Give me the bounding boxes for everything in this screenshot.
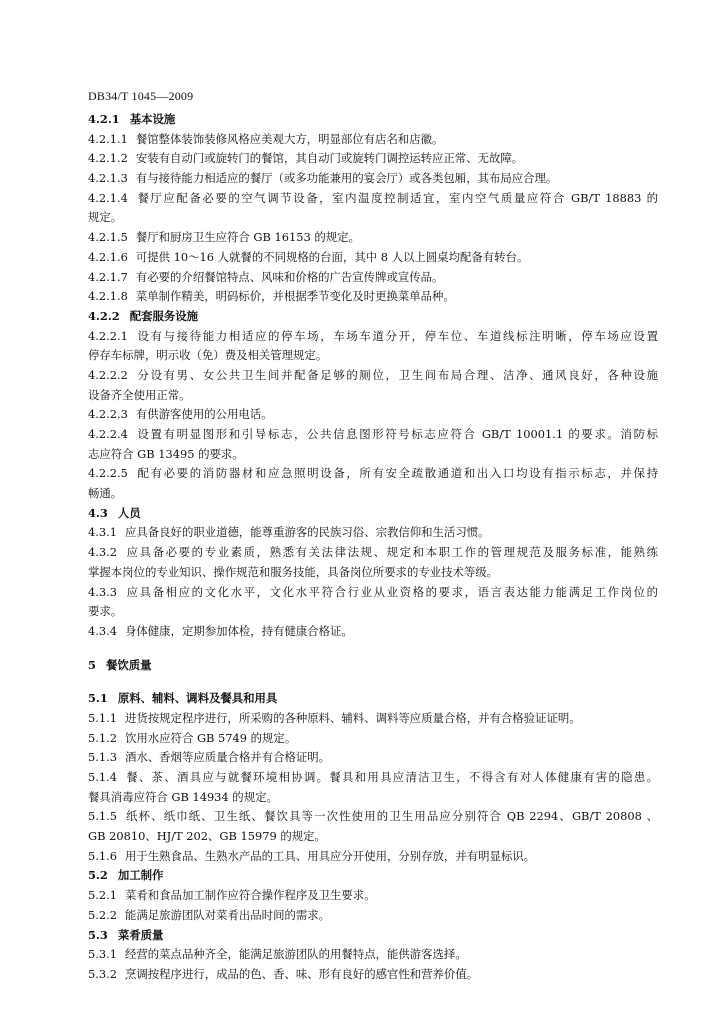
section-gap xyxy=(88,642,660,656)
clause-text: 餐饮质量 xyxy=(105,657,152,672)
clause-line xyxy=(88,886,660,906)
clause-text: GB 20810、HJ/T 202、GB 15979 的规定。 xyxy=(88,829,326,844)
clause-text: 设有与接待能力相适应的停车场，车场车道分开，停车位、车道线标注明晰，停车场应设置 xyxy=(135,328,658,343)
clause-number: 5.3 xyxy=(88,927,108,942)
clause-text: 菜肴和食品加工制作应符合操作程序及卫生要求。 xyxy=(124,888,376,903)
clause-text: 餐厅应配备必要的空气调节设备，室内温度控制适宜，室内空气质量应符合 GB/T 18883 的 xyxy=(135,190,658,205)
clause-number: 4.3.2 xyxy=(88,545,117,560)
clause-text: 酒水、香烟等应质量合格并有合格证明。 xyxy=(124,750,331,765)
clause-line xyxy=(88,268,660,288)
clause-text: 餐馆整体装饰装修风格应美观大方，明显部位有店名和店徽。 xyxy=(135,131,444,146)
clause-number: 5.1.6 xyxy=(88,848,117,863)
document-code-header: DB34/T 1045—2009 xyxy=(88,89,194,103)
clause-text: 分设有男、女公共卫生间并配备足够的厕位，卫生间布局合理、洁净、通风良好，各种设施 xyxy=(135,367,658,382)
clause-text: 设备齐全使用正常。 xyxy=(88,387,191,402)
clause-number: 4.2.2.3 xyxy=(88,407,128,422)
clause-line xyxy=(88,583,658,603)
clause-text: 餐具消毒应符合 GB 14934 的规定。 xyxy=(88,789,278,804)
section-heading xyxy=(88,504,660,524)
clause-number: 5.2 xyxy=(88,868,108,883)
clause-line xyxy=(88,366,658,386)
clause-line xyxy=(88,709,660,729)
section-heading xyxy=(88,866,660,886)
clause-text: 有必要的介绍餐馆特点、风味和价格的广告宣传牌或宣传品。 xyxy=(135,269,444,284)
clause-line xyxy=(88,248,660,268)
section-gap xyxy=(88,675,660,689)
clause-number: 4.2.1 xyxy=(88,112,120,126)
clause-text: 配套服务设施 xyxy=(129,308,199,323)
clause-line xyxy=(88,748,660,768)
clause-text: 应具备相应的文化水平，文化水平符合行业从业资格的要求，语言表达能力能满足工作岗位的 xyxy=(124,584,658,599)
clause-number: 5.1.5 xyxy=(88,809,117,824)
clause-continuation-line xyxy=(88,827,660,847)
section-heading xyxy=(88,110,660,130)
clause-text: 菜肴质量 xyxy=(117,927,164,942)
clause-text: 人员 xyxy=(117,505,141,520)
clause-line xyxy=(88,543,658,563)
clause-line xyxy=(88,906,660,926)
clause-number: 4.2.2.1 xyxy=(88,328,128,343)
section-heading xyxy=(88,689,660,709)
clause-number: 5 xyxy=(88,657,96,672)
clause-text: 畅通。 xyxy=(88,486,123,501)
clause-continuation-line xyxy=(88,602,660,622)
clause-text: 餐、茶、酒具应与就餐环境相协调。餐具和用具应清洁卫生，不得含有对人体健康有害的隐患。 xyxy=(124,770,658,784)
clause-continuation-line xyxy=(88,208,660,228)
section-heading xyxy=(88,307,660,327)
clause-text: 烹调按程序进行，成品的色、香、味、形有良好的感官性和营养价值。 xyxy=(124,966,479,981)
clause-text: 有与接待能力相适应的餐厅（或多功能兼用的宴会厅）或各类包厢，其布局应合理。 xyxy=(135,171,558,186)
clause-line xyxy=(88,622,660,642)
clause-number: 4.2.1.3 xyxy=(88,171,128,186)
clause-text: 有供游客使用的公用电话。 xyxy=(135,407,273,422)
clause-number: 4.2.1.8 xyxy=(88,289,128,304)
clause-text: 原料、辅料、调料及餐具和用具 xyxy=(117,691,278,706)
clause-continuation-line xyxy=(88,346,660,366)
clause-line xyxy=(88,149,660,169)
clause-line xyxy=(88,847,660,867)
clause-text: 配有必要的消防器材和应急照明设备，所有安全疏散通道和出入口均设有指示标志，并保持 xyxy=(135,466,658,481)
clause-continuation-line xyxy=(88,484,660,504)
clause-number: 4.2.2.2 xyxy=(88,367,128,382)
section-heading xyxy=(88,656,660,676)
clause-continuation-line xyxy=(88,563,660,583)
clause-text: 纸杯、纸巾纸、卫生纸、餐饮具等一次性使用的卫生用品应分别符合 QB 2294、GB/T 20808 、 xyxy=(124,809,658,824)
clause-text: 用于生熟食品、生熟水产品的工具、用具应分开使用，分别存放，并有明显标识。 xyxy=(124,848,536,863)
clause-line xyxy=(88,729,660,749)
clause-text: 基本设施 xyxy=(129,112,176,126)
clause-continuation-line xyxy=(88,386,660,406)
clause-text: 菜单制作精美，明码标价，并根据季节变化及时更换菜单品种。 xyxy=(135,289,455,304)
clause-line xyxy=(88,945,660,965)
section-heading xyxy=(88,926,660,946)
clause-line xyxy=(88,807,658,827)
clause-text: 志应符合 GB 13495 的要求。 xyxy=(88,446,244,461)
clause-text: 安装有自动门或旋转门的餐馆，其自动门或旋转门调控运转应正常、无故障。 xyxy=(135,151,524,166)
clause-continuation-line xyxy=(88,445,660,465)
clause-text: 身体健康，定期参加体检，持有健康合格证。 xyxy=(124,623,353,638)
clause-number: 5.2.1 xyxy=(88,888,117,903)
clause-text: 规定。 xyxy=(88,210,123,225)
clause-number: 5.1.3 xyxy=(88,750,117,765)
clause-text: 经营的菜点品种齐全，能满足旅游团队的用餐特点，能供游客选择。 xyxy=(124,947,467,962)
clause-text: 应具备必要的专业素质，熟悉有关法律法规、规定和本职工作的管理规范及服务标准，能熟练 xyxy=(124,545,658,560)
clause-number: 4.2.1.2 xyxy=(88,151,128,166)
clause-line xyxy=(88,464,658,484)
clause-text: 加工制作 xyxy=(117,868,164,883)
clause-text: 设置有明显图形和引导标志，公共信息图形符号标志应符合 GB/T 10001.1 的要求。消防标 xyxy=(135,427,658,441)
clause-number: 4.2.1.4 xyxy=(88,190,128,205)
clause-line xyxy=(88,405,660,425)
clause-line xyxy=(88,228,660,248)
clause-line xyxy=(88,287,660,307)
clause-text: 进货按规定程序进行，所采购的各种原料、辅料、调料等应质量合格，并有合格验证证明。 xyxy=(124,710,581,725)
clause-text: 掌握本岗位的专业知识、操作规范和服务技能，具备岗位所要求的专业技术等级。 xyxy=(88,564,499,579)
clause-number: 5.3.1 xyxy=(88,947,117,962)
clause-line xyxy=(88,169,660,189)
clause-number: 5.1 xyxy=(88,691,108,706)
clause-number: 5.1.1 xyxy=(88,710,117,725)
clause-line xyxy=(88,425,658,445)
clause-number: 4.2.1.6 xyxy=(88,249,128,264)
clause-number: 4.2.1.1 xyxy=(88,131,128,146)
clause-number: 4.3 xyxy=(88,505,108,520)
clause-number: 4.2.2.5 xyxy=(88,466,128,481)
clause-number: 4.2.2.4 xyxy=(88,427,128,441)
clause-line xyxy=(88,130,660,150)
clause-line xyxy=(88,189,658,209)
clause-number: 4.3.4 xyxy=(88,623,117,638)
clause-number: 5.1.2 xyxy=(88,730,117,745)
clause-text: 饮用水应符合 GB 5749 的规定。 xyxy=(124,730,297,745)
clause-text: 能满足旅游团队对菜肴出品时间的需求。 xyxy=(124,907,331,922)
clause-number: 4.3.1 xyxy=(88,525,117,540)
clause-text: 要求。 xyxy=(88,604,123,619)
clause-line xyxy=(88,768,658,788)
clause-continuation-line xyxy=(88,788,660,808)
clause-number: 4.2.1.7 xyxy=(88,269,128,284)
document-body xyxy=(88,110,660,985)
clause-number: 5.2.2 xyxy=(88,907,117,922)
clause-number: 4.2.1.5 xyxy=(88,230,128,245)
clause-line xyxy=(88,523,660,543)
clause-line xyxy=(88,327,658,347)
clause-number: 5.1.4 xyxy=(88,770,117,784)
clause-number: 4.2.2 xyxy=(88,308,120,323)
clause-number: 4.3.3 xyxy=(88,584,117,599)
clause-number: 5.3.2 xyxy=(88,966,117,981)
clause-text: 可提供 10～16 人就餐的不同规格的台面，其中 8 人以上圆桌均配备有转台。 xyxy=(135,249,529,264)
clause-text: 停存车标牌，明示收（免）费及相关管理规定。 xyxy=(88,348,328,363)
clause-line xyxy=(88,965,660,985)
clause-text: 餐厅和厨房卫生应符合 GB 16153 的规定。 xyxy=(135,230,360,245)
clause-text: 应具备良好的职业道德，能尊重游客的民族习俗、宗教信仰和生活习惯。 xyxy=(124,525,490,540)
